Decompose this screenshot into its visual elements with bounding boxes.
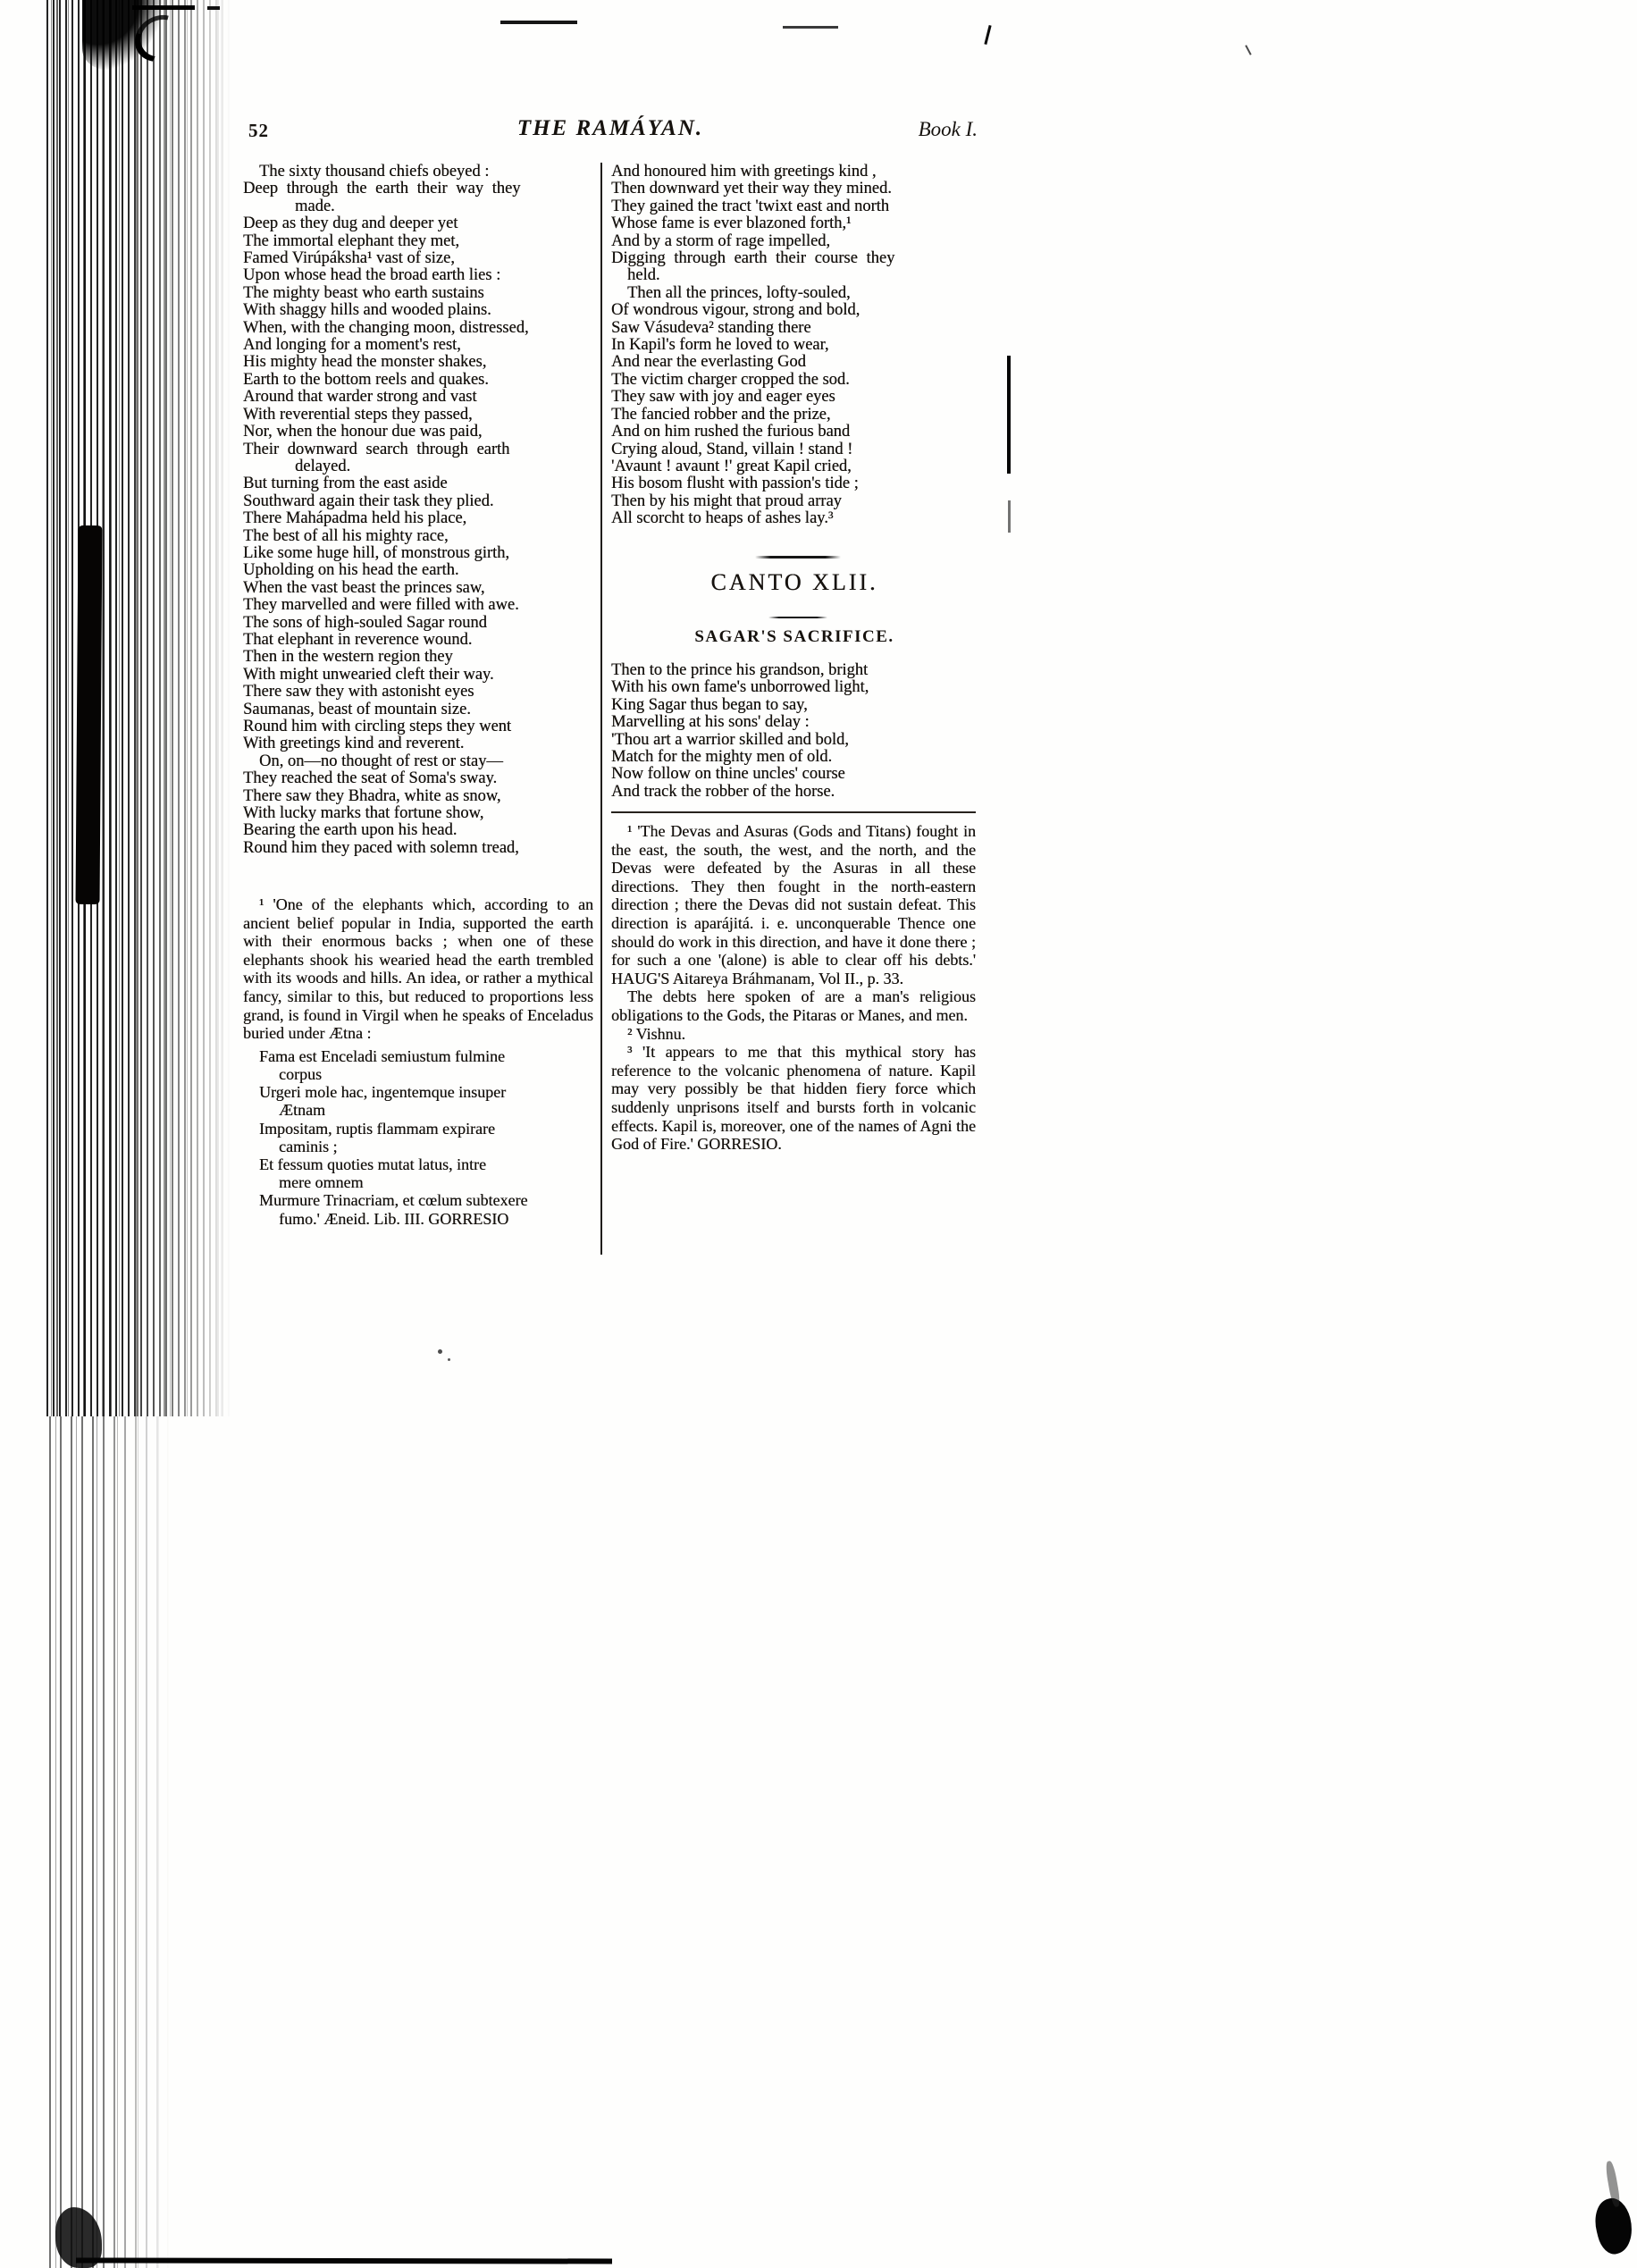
- scan-artifact-top-dash-4: [783, 26, 838, 29]
- scan-artifact-right-edge-line: [1007, 356, 1011, 474]
- verse-line: The sixty thousand chiefs obeyed :: [259, 163, 490, 181]
- verse-line: And on him rushed the furious band: [611, 423, 851, 441]
- verse-line: They reached the seat of Soma's sway.: [243, 769, 498, 788]
- latin-quote-line: corpus: [279, 1064, 322, 1083]
- verse-line: And near the everlasting God: [611, 353, 806, 372]
- verse-line: Bearing the earth upon his head.: [243, 821, 458, 840]
- verse-line: held.: [627, 266, 660, 285]
- latin-quote-line: Murmure Trinacriam, et cœlum subtexere: [259, 1191, 528, 1210]
- running-title: THE RAMÁYAN.: [516, 116, 704, 140]
- latin-quote-line: Urgeri mole hac, ingentemque insuper: [259, 1083, 507, 1102]
- verse-line: His mighty head the monster shakes,: [243, 353, 487, 372]
- latin-quote-line: mere omnem: [279, 1173, 364, 1192]
- verse-line: With his own fame's unborrowed light,: [611, 678, 869, 697]
- verse-line: Match for the mighty men of old.: [611, 748, 833, 767]
- scan-artifact-right-edge-line-2: [1008, 500, 1011, 533]
- verse-line: delayed.: [295, 457, 351, 475]
- verse-line: All scorcht to heaps of ashes lay.³: [611, 509, 834, 528]
- verse-line: With greetings kind and reverent.: [243, 735, 465, 753]
- verse-line: Nor, when the honour due was paid,: [243, 423, 483, 441]
- footnote-paragraph: ² Vishnu.: [627, 1024, 685, 1043]
- verse-line: And honoured him with greetings kind ,: [611, 163, 877, 181]
- scan-artifact-stray-dots: [438, 1349, 442, 1354]
- verse-line: Crying aloud, Stand, villain ! stand !: [611, 440, 853, 458]
- scan-artifact-top-dash-2: [207, 6, 220, 10]
- scan-artifact-left-band-lower: [49, 1416, 170, 2268]
- scan-artifact-bottom-edge-line: [76, 2257, 612, 2264]
- verse-line: Marvelling at his sons' delay :: [611, 713, 810, 732]
- verse-line: King Sagar thus began to say,: [611, 695, 808, 714]
- left-footnote-block: [243, 895, 593, 1228]
- verse-line: 'Avaunt ! avaunt !' great Kapil cried,: [611, 457, 852, 475]
- verse-line: But turning from the east aside: [243, 475, 448, 493]
- verse-line: And track the robber of the horse.: [611, 782, 835, 801]
- scan-artifact-left-band: [46, 0, 231, 1416]
- verse-line: Now follow on thine uncles' course: [611, 765, 845, 784]
- left-footnote-paragraphs: [243, 895, 593, 1043]
- verse-line: That elephant in reverence wound.: [243, 630, 473, 649]
- verse-line: Deep through the earth their way they: [243, 180, 521, 198]
- page-number: 52: [248, 120, 269, 141]
- verse-line: Southward again their task they plied.: [243, 491, 494, 510]
- verse-line: The mighty beast who earth sustains: [243, 283, 484, 302]
- verse-line: Upon whose head the broad earth lies :: [243, 266, 501, 285]
- latin-quote-line: Ætnam: [279, 1101, 325, 1120]
- right-verse-block-1: [611, 164, 978, 528]
- footnote-separator-rule: [611, 811, 976, 813]
- latin-quote-block: [243, 1047, 593, 1228]
- verse-line: When, with the changing moon, distressed,: [243, 318, 529, 337]
- right-footnotes-block: [611, 822, 976, 1154]
- scan-artifact-gutter-bar: [76, 525, 103, 904]
- verse-line: And by a storm of rage impelled,: [611, 231, 831, 250]
- verse-line: Of wondrous vigour, strong and bold,: [611, 301, 860, 320]
- canto-subheading: SAGAR'S SACRIFICE.: [694, 627, 894, 646]
- latin-quote-line: Et fessum quoties mutat latus, intre: [259, 1155, 486, 1173]
- scan-artifact-top-tick: [984, 25, 991, 45]
- verse-line: Round him with circling steps they went: [243, 718, 512, 735]
- verse-line: With lucky marks that fortune show,: [243, 804, 484, 823]
- verse-line: Earth to the bottom reels and quakes.: [243, 370, 489, 389]
- verse-line: There saw they Bhadra, white as snow,: [243, 786, 501, 805]
- verse-line: There Mahápadma held his place,: [243, 509, 467, 528]
- verse-line: made.: [295, 197, 335, 215]
- verse-line: The best of all his mighty race,: [243, 526, 449, 545]
- verse-line: The victim charger cropped the sod.: [611, 370, 850, 389]
- verse-line: They marvelled and were filled with awe.: [243, 596, 519, 615]
- verse-line: Saw Vásudeva² standing there: [611, 318, 811, 337]
- verse-line: His bosom flusht with passion's tide ;: [611, 475, 859, 493]
- verse-line: Around that warder strong and vast: [243, 388, 477, 407]
- footnote-paragraph: ³ 'It appears to me that this mythical story has reference to the volcanic phenomena of nature. Kapil may very possibly be that hidden fiery force which suddenly unprisons itself and bursts forth in volcanic effects. Kapil is, moreover, one of the names of Agni the God of Fire.' GORRESIO.: [611, 1043, 976, 1154]
- latin-quote-line: caminis ;: [279, 1137, 338, 1155]
- book-label: Book I.: [918, 118, 978, 140]
- verse-line: Like some huge hill, of monstrous girth,: [243, 543, 510, 562]
- footnote-paragraph: The debts here spoken of are a man's religious obligations to the Gods, the Pitaras or Manes, and men.: [611, 987, 976, 1024]
- verse-line: Famed Virúpáksha¹ vast of size,: [243, 249, 455, 268]
- footnote-paragraph: ¹ 'One of the elephants which, according to an ancient belief popular in India, supported the earth with their enormous backs ; when one of these elephants shook his wearied head the earth trembled with its woods and hills. An idea, or rather a mythical fancy, similar to this, but reduced to proportions less grand, is found in Virgil when he speaks of Enceladus buried under Ætna :: [243, 895, 593, 1043]
- verse-line: They gained the tract 'twixt east and north: [611, 197, 890, 215]
- verse-line: When the vast beast the princes saw,: [243, 578, 485, 597]
- verse-line: Deep as they dug and deeper yet: [243, 214, 458, 233]
- verse-line: And longing for a moment's rest,: [243, 336, 461, 355]
- verse-line: They saw with joy and eager eyes: [611, 388, 835, 407]
- verse-line: Then to the prince his grandson, bright: [611, 661, 869, 679]
- verse-line: The sons of high-souled Sagar round: [243, 613, 487, 632]
- scan-artifact-top-dash-3: [500, 21, 577, 24]
- verse-line: On, on—no thought of rest or stay—: [259, 752, 503, 770]
- verse-line: With shaggy hills and wooded plains.: [243, 301, 491, 320]
- latin-quote-line: Fama est Enceladi semiustum fulmine: [259, 1046, 505, 1065]
- canto-heading: CANTO XLII.: [710, 569, 878, 595]
- verse-line: Whose fame is ever blazoned forth,¹: [611, 214, 852, 233]
- page-header: [241, 114, 979, 147]
- column-divider-rule: [600, 163, 602, 1255]
- verse-line: Then by his might that proud array: [611, 491, 842, 510]
- left-verse-block: [243, 164, 597, 857]
- verse-line: The fancied robber and the prize,: [611, 405, 831, 424]
- verse-line: Then downward yet their way they mined.: [611, 180, 892, 198]
- verse-line: The immortal elephant they met,: [243, 231, 459, 250]
- verse-line: With reverential steps they passed,: [243, 405, 473, 424]
- latin-quote-line: Impositam, ruptis flammam expirare: [259, 1119, 495, 1138]
- latin-quote-line: fumo.' Æneid. Lib. III. GORRESIO: [279, 1209, 509, 1228]
- verse-line: There saw they with astonisht eyes: [243, 683, 474, 701]
- scan-artifact-top-dash-1: [132, 5, 195, 10]
- footnote-paragraph: ¹ 'The Devas and Asuras (Gods and Titans) fought in the east, the south, the west, and the north, and the Devas were defeated by the Asuras in all these directions. They then fought in the north-eastern direction ; there the Devas did not sustain defeat. This direction is aparájitá. i. e. unconquerable Thence one should do work in this direction, and have it done there ; for such a one '(alone) is able to clear off his debts.' HAUG'S Aitareya Bráhmanam, Vol II., p. 33.: [611, 822, 976, 987]
- verse-line: Then all the princes, lofty-souled,: [627, 283, 851, 302]
- verse-line: Then in the western region they: [243, 648, 453, 667]
- verse-line: Upholding on his head the earth.: [243, 561, 459, 580]
- verse-line: Round him they paced with solemn tread,: [243, 838, 519, 857]
- right-verse-block-2: [611, 662, 978, 801]
- verse-line: Their downward search through earth: [243, 440, 510, 458]
- canto-ornament-rule: [755, 556, 841, 559]
- verse-line: Digging through earth their course they: [611, 249, 895, 268]
- canto-sub-rule: [768, 617, 827, 618]
- verse-line: With might unwearied cleft their way.: [243, 665, 494, 684]
- scan-artifact-stray-tick: [1245, 45, 1251, 55]
- verse-line: In Kapil's form he loved to wear,: [611, 336, 829, 355]
- verse-line: 'Thou art a warrior skilled and bold,: [611, 730, 849, 749]
- verse-line: Saumanas, beast of mountain size.: [243, 700, 471, 718]
